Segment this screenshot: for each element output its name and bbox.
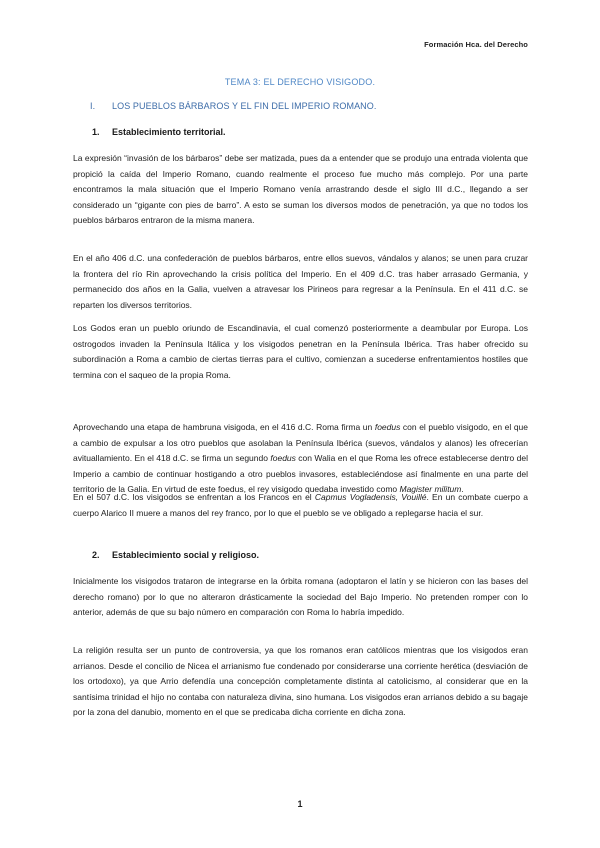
paragraph: [73, 420, 528, 498]
subsection-title: Establecimiento social y religioso.: [112, 550, 260, 560]
paragraph-text: . En un combate cuerpo a cuerpo Alarico II muere a manos del rey franco, por lo que el pueblo se ve obligado a replegarse hacia el sur.: [73, 492, 528, 518]
section-number: I.: [90, 101, 96, 111]
subsection-heading-2: [92, 550, 259, 560]
chapter-title: TEMA 3: EL DERECHO VISIGODO.: [224, 77, 376, 87]
paragraph-text: En el año 406 d.C. una confederación de pueblos bárbaros, entre ellos suevos, vándalos y alanos; se unen para cruzar la frontera del río Rin aprovechando la crisis política del Imperio. En el 409 d.C. tras haber arrasado Germania, y permanecido dos años en la Galia, vuelven a atravesar los Pirineos para regresar a la Península. En el 411 d.C. se reparten los diversos territorios.: [73, 253, 528, 310]
paragraph-text: con el pueblo visigodo, en el que a cambio de expulsar a los otro pueblos que asolaban la Península Ibérica (suevos, vándalos y alanos) les ofrecerían avituallamiento. En el 418 d.C. se firma un segundo: [73, 422, 528, 463]
italic-term: Magister militum: [399, 484, 462, 494]
subsection-heading-1: [92, 127, 226, 137]
section-heading: [90, 101, 376, 111]
paragraph-text: La religión resulta ser un punto de controversia, ya que los romanos eran católicos mientras que los visigodos eran arrianos. Desde el concilio de Nicea el arrianismo fue condenado por considerarse una corriente herética (desviación de los ortodoxo), ya que Arrio defendía una concepción completamente distinta al catolicismo, al considerar que en la santísima trinidad el hijo no contaba con naturaleza divina, sino humana. Los visigodos eran arrianos debido a su bagaje por la zona del danubio, momento en el que se predicaba dicha corriente en dicha zona.: [73, 645, 528, 717]
paragraph: [73, 321, 528, 383]
paragraph-text: con Walia en el que Roma les ofrece establecerse dentro del Imperio a cambio de continuar hostigando a otro pueblos invasores, estableciéndose así finalmente en una parte del territorio de la Galia. En virtud de este foedus, el rey visigodo quedaba investido como: [73, 453, 528, 494]
italic-term: foedus: [374, 422, 401, 432]
subsection-title: Establecimiento territorial.: [112, 127, 226, 137]
paragraph: [73, 574, 528, 621]
section-title: LOS PUEBLOS BÁRBAROS Y EL FIN DEL IMPERIO ROMANO.: [112, 101, 377, 111]
subsection-number: 2.: [92, 550, 100, 560]
paragraph: [73, 490, 528, 521]
paragraph: [73, 151, 528, 229]
paragraph-text: En el 507 d.C. los visigodos se enfrentan a los Francos en el: [73, 492, 315, 502]
paragraph-text: .: [461, 484, 464, 494]
subsection-number: 1.: [92, 127, 100, 137]
paragraph-text: Inicialmente los visigodos trataron de integrarse en la órbita romana (adoptaron el latín y se hicieron con las bases del derecho romano) por lo que no alteraron drásticamente la sociedad del Bajo Imperio. No pretenden romper con lo anterior, además de que su bajo número en comparación con Roma lo habría impedido.: [73, 576, 528, 617]
paragraph-text: Aprovechando una etapa de hambruna visigoda, en el 416 d.C. Roma firma un: [73, 422, 375, 432]
italic-term: Capmus Vogladensis, Vouillé: [314, 492, 427, 502]
paragraph: [73, 643, 528, 721]
paragraph-text: La expresión “invasión de los bárbaros” debe ser matizada, pues da a entender que se produjo una entrada violenta que propició la caída del Imperio Romano, cuando realmente el proceso fue mucho más complejo. Por una parte encontramos la mala situación que el Imperio Romano venía arrastrando desde el siglo III d.C., llegando a ser considerado un “gigante con pies de barro”. A esto se suman los diversos modos de penetración, ya que no todos los pueblos bárbaros entraron de la misma manera.: [73, 153, 528, 225]
page-number: 1: [297, 799, 303, 809]
italic-term: foedus: [270, 453, 296, 463]
paragraph: [73, 251, 528, 313]
running-header: Formación Hca. del Derecho: [424, 40, 528, 49]
paragraph-text: Los Godos eran un pueblo oriundo de Escandinavia, el cual comenzó posteriormente a deambular por Europa. Los ostrogodos invaden la Península Itálica y los visigodos penetran en la Península Ibérica. Tras haber ofrecido su subordinación a Roma a cambio de ciertas tierras para el cultivo, comienzan a sucederse enfrentamientos hostiles que termina con el saqueo de la propia Roma.: [73, 323, 528, 380]
